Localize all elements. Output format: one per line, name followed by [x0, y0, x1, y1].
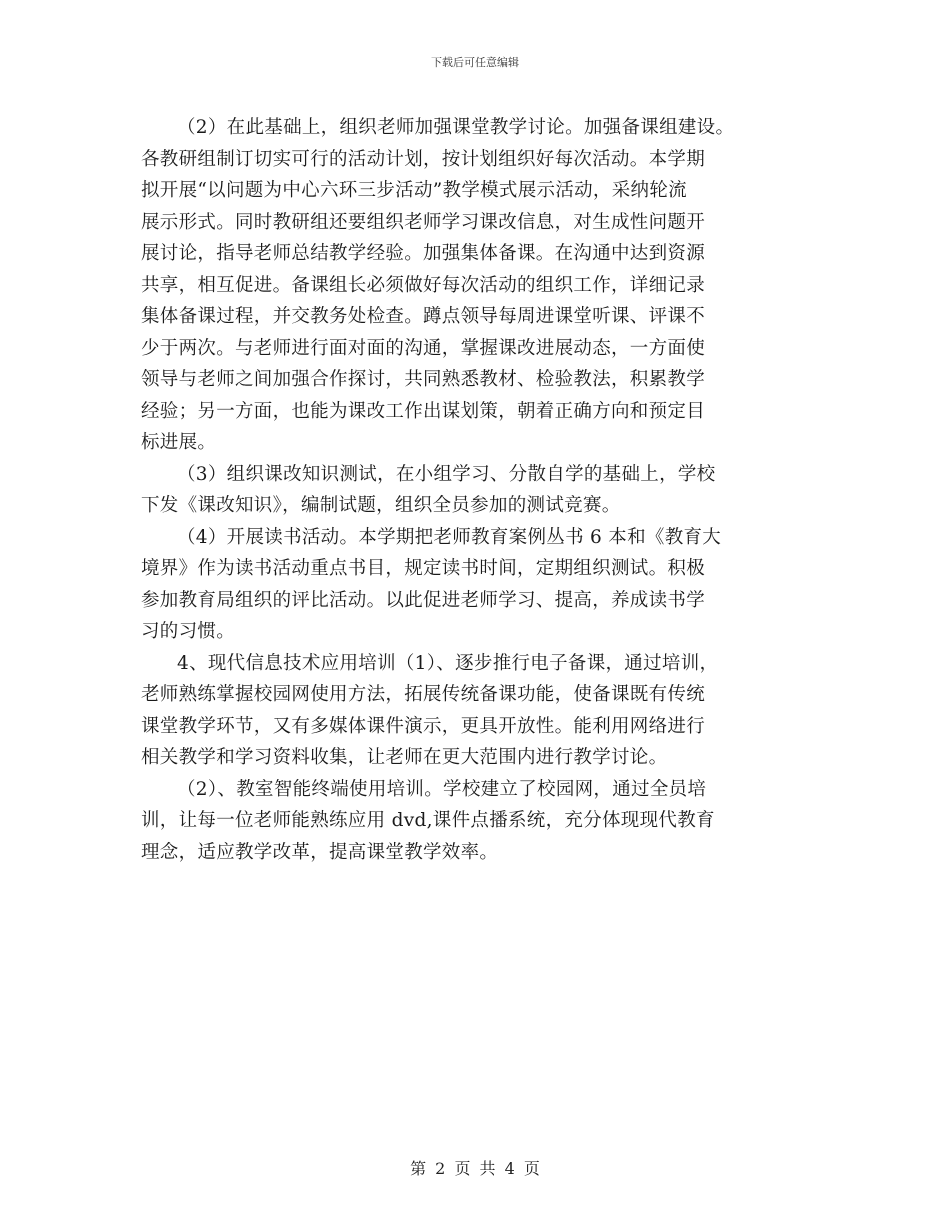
text-line: 展示形式。同时教研组还要组织老师学习课改信息，对生成性问题开: [141, 211, 706, 233]
paragraph: [141, 648, 831, 774]
text-line: 境界》作为读书活动重点书目，规定读书时间，定期组织测试。积极: [141, 558, 706, 579]
text-line: 理念，适应教学改革，提高课堂教学效率。: [141, 841, 499, 863]
document-body: [141, 112, 831, 868]
text-line: 拟开展“以问题为中心六环三步活动”教学模式展示活动，采纳轮流: [141, 180, 687, 201]
text-line: 经验；另一方面，也能为课改工作出谋划策，朝着正确方向和预定目: [141, 400, 706, 422]
page-header: 下载后可任意编辑: [431, 56, 519, 69]
text-line: 领导与老师之间加强合作探讨，共同熟悉教材、检验教法，积累教学: [141, 369, 706, 390]
paragraph: [141, 774, 831, 869]
text-line: 下发《课改知识》，编制试题，组织全员参加的测试竞赛。: [141, 495, 621, 516]
text-line: 习的习惯。: [141, 621, 236, 642]
text-line: 各教研组制订切实可行的活动计划，按计划组织好每次活动。本学期: [141, 148, 706, 170]
text-line: （2）、教室智能终端使用培训。学校建立了校园网，通过全员培: [177, 778, 707, 800]
text-line: 训，让每一位老师能熟练应用 dvd,课件点播系统，充分体现现代教育: [141, 810, 715, 831]
text-line: 相关教学和学习资料收集，让老师在更大范围内进行教学讨论。: [141, 747, 668, 768]
text-line: 课堂教学环节，又有多媒体课件演示，更具开放性。能利用网络进行: [141, 715, 706, 737]
text-line: 老师熟练掌握校园网使用方法，拓展传统备课功能，使备课既有传统: [141, 684, 706, 705]
paragraph: [141, 459, 831, 522]
text-line: 集体备课过程，并交教务处检查。蹲点领导每周进课堂听课、评课不: [141, 306, 706, 327]
text-line: 标进展。: [141, 432, 217, 453]
text-line: （4）开展读书活动。本学期把老师教育案例丛书 6 本和《教育大: [177, 526, 722, 548]
text-line: 4、现代信息技术应用培训（1）、逐步推行电子备课，通过培训，: [177, 652, 719, 674]
paragraph: [141, 112, 831, 459]
text-line: 共享，相互促进。备课组长必须做好每次活动的组织工作，详细记录: [141, 274, 706, 296]
paragraph: [141, 522, 831, 648]
text-line: 参加教育局组织的评比活动。以此促进老师学习、提高，养成读书学: [141, 589, 706, 611]
text-line: （2）在此基础上，组织老师加强课堂教学讨论。加强备课组建设。: [177, 117, 735, 138]
text-line: 少于两次。与老师进行面对面的沟通，掌握课改进展动态，一方面使: [141, 337, 706, 359]
text-line: 展讨论，指导老师总结教学经验。加强集体备课。在沟通中达到资源: [141, 243, 706, 264]
page-footer: 第 2 页 共 4 页: [410, 1159, 540, 1178]
text-line: （3）组织课改知识测试，在小组学习、分散自学的基础上，学校: [177, 463, 716, 485]
